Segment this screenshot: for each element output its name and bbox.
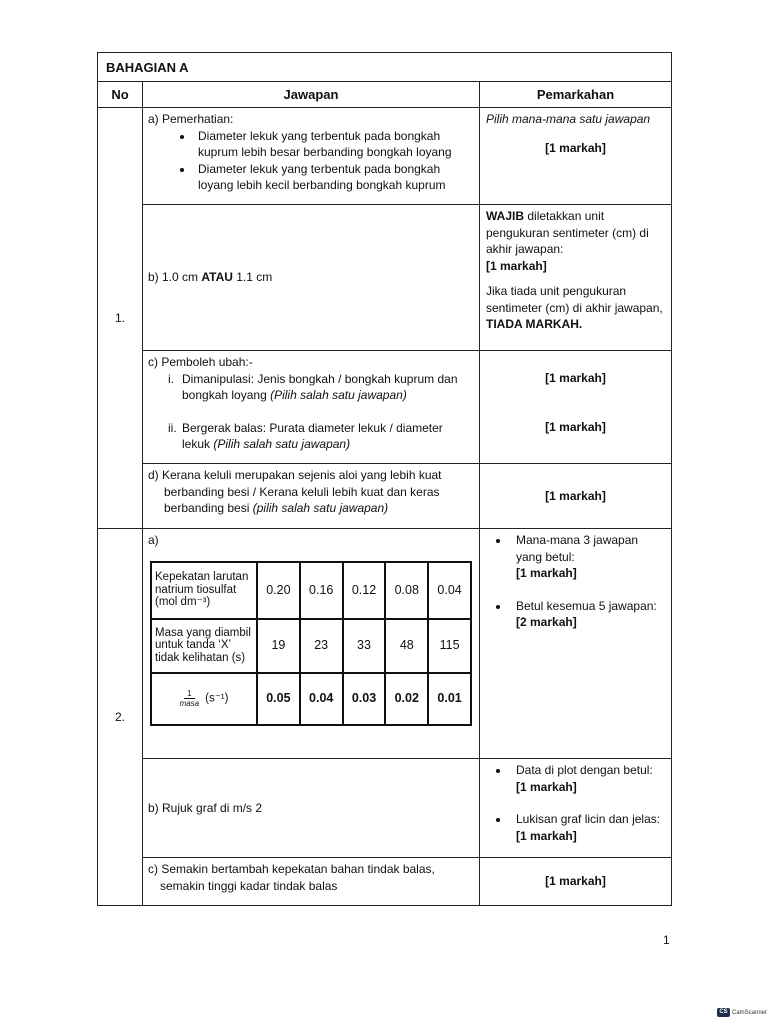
q2a-row-concentration [151, 562, 471, 619]
q1a-mark: [1 markah] [545, 140, 606, 155]
q2a-lead: a) [148, 533, 159, 547]
q2a-row [98, 529, 672, 759]
q1c-item-i-text: Dimanipulasi: Jenis bongkah / bongkah kuprum dan bongkah loyang [182, 371, 458, 402]
q1c-mark-ii: [1 markah] [545, 419, 606, 434]
q2a-marking-item-2: • Betul kesemua 5 jawapan: [2 markah] [510, 598, 665, 631]
q1b-row [98, 205, 672, 351]
q1c-item-ii-num: ii. [168, 420, 177, 435]
q1a-row [98, 108, 672, 205]
q2a-marking-list [486, 532, 665, 631]
q2b-answer: b) Rujuk graf di m/s 2 [143, 759, 480, 858]
section-title: BAHAGIAN A [98, 53, 672, 82]
q1b-marking-wajib: WAJIB [486, 209, 525, 223]
q2a-cell: 0.12 [343, 562, 386, 619]
q1c-item-i-num: i. [168, 371, 174, 386]
q2a-cell: 0.02 [385, 673, 428, 725]
q1b-answer-post: 1.1 cm [232, 270, 273, 285]
q2c-row [98, 858, 672, 906]
q1a-bullet-2: • Diameter lekuk yang terbentuk pada bongkah loyang lebih kecil berbanding bongkah kuprum [194, 161, 474, 194]
q1c-mark-i: [1 markah] [545, 371, 606, 385]
q1b-marking-note2: Jika tiada unit pengukuran sentimeter (cm) di akhir jawapan, [486, 284, 663, 315]
col-header-marking: Pemarkahan [480, 82, 672, 108]
q2a-cell: 0.04 [428, 562, 471, 619]
q1c-item-i [148, 371, 474, 404]
q2a-cell: 0.08 [385, 562, 428, 619]
q1c-answer [143, 351, 480, 464]
q1b-marking-note2-bold: TIADA MARKAH. [486, 317, 583, 331]
q1b-mark: [1 markah] [486, 258, 547, 273]
q1d-answer [143, 464, 480, 529]
q1c-lead: c) Pemboleh ubah:- [148, 355, 253, 369]
q2a-cell: 19 [257, 619, 300, 673]
q2a-label-reciprocal [151, 673, 257, 725]
q2a-cell: 0.04 [300, 673, 343, 725]
q2c-marking [480, 858, 672, 906]
q2a-row-time [151, 619, 471, 673]
q1c-row [98, 351, 672, 464]
q1b-answer [143, 205, 480, 351]
camscanner-watermark [717, 1008, 767, 1017]
page-number: 1 [663, 933, 670, 947]
q2a-answer [143, 529, 480, 759]
question-number-2: 2. [98, 529, 143, 906]
col-header-no: No [98, 82, 143, 108]
q1b-marking [480, 205, 672, 351]
q1a-lead: a) Pemerhatian: [148, 112, 234, 126]
q1a-bullets [148, 128, 474, 194]
q2b-row [98, 759, 672, 858]
q1d-text: d) Kerana keluli merupakan sejenis aloi yang lebih kuat berbanding besi / Kerana keluli lebih kuat dan keras berbanding besi [148, 468, 442, 515]
q1a-bullet-1: • Diameter lekuk yang terbentuk pada bongkah kuprum lebih besar berbanding bongkah loyang [194, 128, 474, 161]
question-number-1: 1. [98, 108, 143, 529]
q2a-label-time: Masa yang diambil untuk tanda ‘X’ tidak kelihatan (s) [151, 619, 257, 673]
q1a-marking-note: Pilih mana-mana satu jawapan [486, 112, 651, 126]
q2c-answer [143, 858, 480, 906]
q2a-row-reciprocal [151, 673, 471, 725]
q2b-marking-item-1: • Data di plot dengan betul: [1 markah] [510, 762, 665, 795]
q2a-marking-item-1: • Mana-mana 3 jawapan yang betul: [1 markah] [510, 532, 665, 582]
q2b-marking [480, 759, 672, 858]
marking-scheme-table [97, 52, 672, 906]
q2a-cell: 33 [343, 619, 386, 673]
q2a-cell: 0.05 [257, 673, 300, 725]
q1d-italic: (pilih salah satu jawapan) [252, 501, 389, 515]
camscanner-name: CamScanner [732, 1009, 768, 1016]
q1c-item-ii [148, 420, 474, 453]
q2b-marking-list [486, 762, 665, 844]
col-header-answer: Jawapan [143, 82, 480, 108]
q1d-marking [480, 464, 672, 529]
q2a-data-table [150, 561, 472, 726]
q2a-cell: 115 [428, 619, 471, 673]
q2c-mark: [1 markah] [545, 874, 606, 889]
q2a-label-concentration: Kepekatan larutan natrium tiosulfat (mol dm⁻³) [151, 562, 257, 619]
q2c-text: c) Semakin bertambah kepekatan bahan tindak balas, semakin tinggi kadar tindak balas [148, 862, 435, 893]
q2a-cell: 0.03 [343, 673, 386, 725]
q2a-cell: 0.20 [257, 562, 300, 619]
q1b-answer-pre: b) 1.0 cm [148, 270, 202, 285]
q1c-item-ii-text: Bergerak balas: Purata diameter lekuk / diameter lekuk [182, 420, 443, 451]
q2a-marking [480, 529, 672, 759]
q2a-cell: 48 [385, 619, 428, 673]
camscanner-logo-icon: CS [717, 1008, 730, 1017]
q1c-marking [480, 351, 672, 464]
reciprocal-unit: (s⁻¹) [205, 692, 229, 705]
q2a-cell: 23 [300, 619, 343, 673]
q1a-marking [480, 108, 672, 205]
q2a-cell: 0.01 [428, 673, 471, 725]
q1c-item-i-italic: (Pilih salah satu jawapan) [270, 388, 407, 402]
q1d-mark: [1 markah] [545, 488, 606, 503]
q1b-marking-text: diletakkan unit pengukuran sentimeter (cm) di akhir jawapan: [486, 209, 649, 256]
q1c-item-ii-italic: (Pilih salah satu jawapan) [213, 437, 351, 451]
q1a-answer [143, 108, 480, 205]
q1b-answer-or: ATAU [201, 270, 233, 285]
q1d-row [98, 464, 672, 529]
q2b-marking-item-2: • Lukisan graf licin dan jelas: [1 markah] [510, 811, 665, 844]
reciprocal-fraction: $\frac{1}{\text{masa}}$ [179, 689, 200, 708]
q2a-cell: 0.16 [300, 562, 343, 619]
